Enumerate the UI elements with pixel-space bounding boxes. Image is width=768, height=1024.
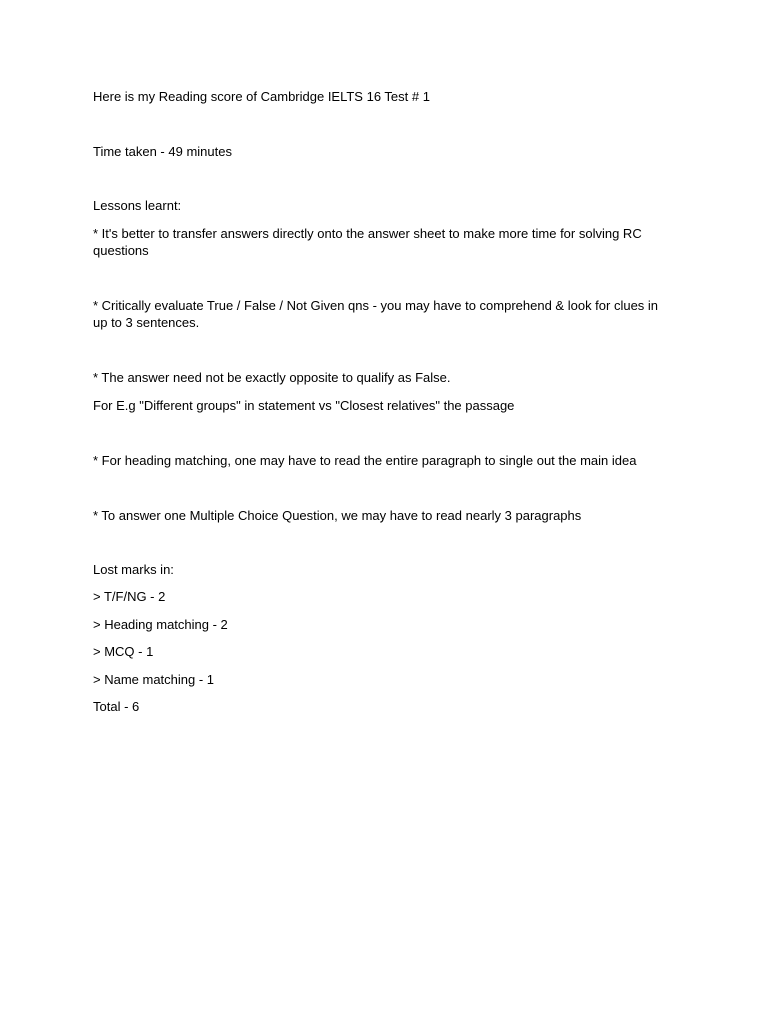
intro-text: Here is my Reading score of Cambridge IELTS 16 Test # 1 — [93, 89, 430, 104]
lost-marks-heading: Lost marks in: — [93, 562, 174, 577]
lost-marks-item: > Heading matching - 2 — [93, 617, 228, 632]
lesson-item: * The answer need not be exactly opposite to qualify as False. — [93, 370, 451, 385]
lost-marks-item: > T/F/NG - 2 — [93, 589, 166, 604]
lesson-item: * It's better to transfer answers directly onto the answer sheet to make more time for solving RC questions — [93, 226, 642, 258]
time-taken-text: Time taken - 49 minutes — [93, 144, 232, 159]
lesson-item: * To answer one Multiple Choice Question, we may have to read nearly 3 paragraphs — [93, 508, 582, 523]
lesson-item: * For heading matching, one may have to read the entire paragraph to single out the main idea — [93, 453, 637, 468]
lost-marks-item: > Name matching - 1 — [93, 672, 215, 687]
lessons-heading: Lessons learnt: — [93, 198, 182, 213]
lesson-item: * Critically evaluate True / False / Not Given qns - you may have to comprehend & look for clues in up to 3 sentences. — [93, 298, 659, 330]
lesson-example: For E.g "Different groups" in statement vs "Closest relatives" the passage — [93, 398, 515, 413]
lost-marks-item: > MCQ - 1 — [93, 644, 154, 659]
total-text: Total - 6 — [93, 699, 140, 714]
